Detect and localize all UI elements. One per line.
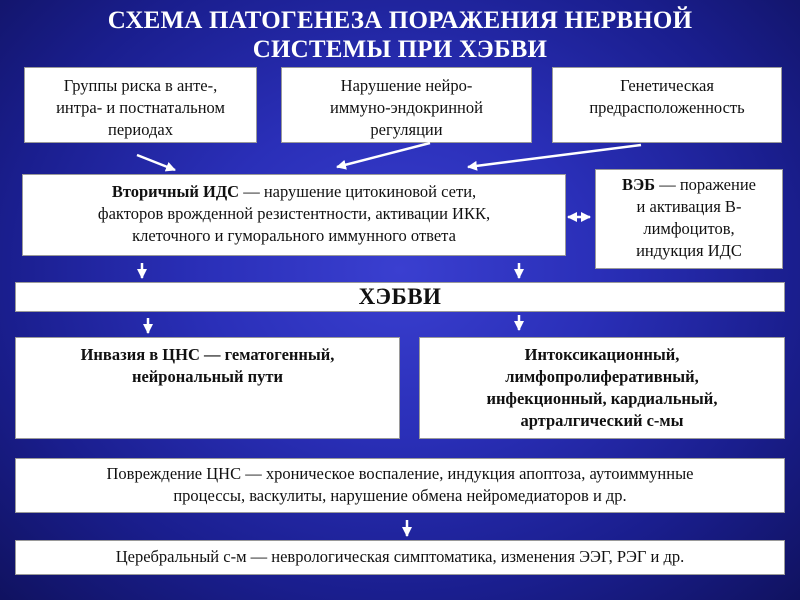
cns-invasion-line-1: Инвазия в ЦНС — гематогенный, [80,345,335,364]
cerebral-syndrome-line-1: Церебральный с-м — неврологическая симптоматика, изменения ЭЭГ, РЭГ и др. [115,547,685,566]
neuro-regulation-line-2: иммуно-эндокринной [330,98,483,117]
cns-damage-line-2: процессы, васкулиты, нарушение обмена нейромедиаторов и др. [173,486,627,505]
secondary-ids-line-2: факторов врожденной резистентности, активации ИКК, [97,204,491,223]
risk-groups-line-3: периодах [108,120,173,139]
arrow-neuro-to-ids [337,143,430,167]
cns-invasion-line-2: нейрональный пути [131,367,284,386]
syndromes-line-4: артралгический с-мы [520,411,684,430]
neuro-regulation-line-1: Нарушение нейро- [340,76,473,95]
ebv-line-1-text: — поражение [655,175,756,194]
ebv-term: ВЭБ [621,175,656,194]
arrow-risk-to-ids [137,155,175,170]
ebv-line-2: и активация В- [636,197,742,216]
arrow-genetic-to-ids [468,145,641,167]
genetic-line-2: предрасположенность [589,98,745,117]
hebvi-label: ХЭБВИ [358,284,442,309]
syndromes-line-3: инфекционный, кардиальный, [486,389,718,408]
neuro-regulation-line-3: регуляции [370,120,443,139]
secondary-ids-line-3: клеточного и гуморального иммунного ответа [132,226,456,245]
risk-groups-line-2: интра- и постнатальном [56,98,225,117]
secondary-ids-term: Вторичный ИДС [111,182,240,201]
cns-damage-line-1: Повреждение ЦНС — хроническое воспаление, индукция апоптоза, аутоиммунные [106,464,694,483]
ebv-line-3: лимфоцитов, [643,219,735,238]
syndromes-line-2: лимфопролиферативный, [505,367,699,386]
genetic-line-1: Генетическая [620,76,714,95]
ebv-line-4: индукция ИДС [636,241,742,260]
syndromes-line-1: Интоксикационный, [524,345,680,364]
secondary-ids-line-1-text: — нарушение цитокиновой сети, [239,182,477,201]
title-line-1: СХЕМА ПАТОГЕНЕЗА ПОРАЖЕНИЯ НЕРВНОЙ [107,7,693,34]
risk-groups-line-1: Группы риска в анте-, [63,76,218,95]
title-line-2: СИСТЕМЫ ПРИ ХЭБВИ [252,36,548,63]
